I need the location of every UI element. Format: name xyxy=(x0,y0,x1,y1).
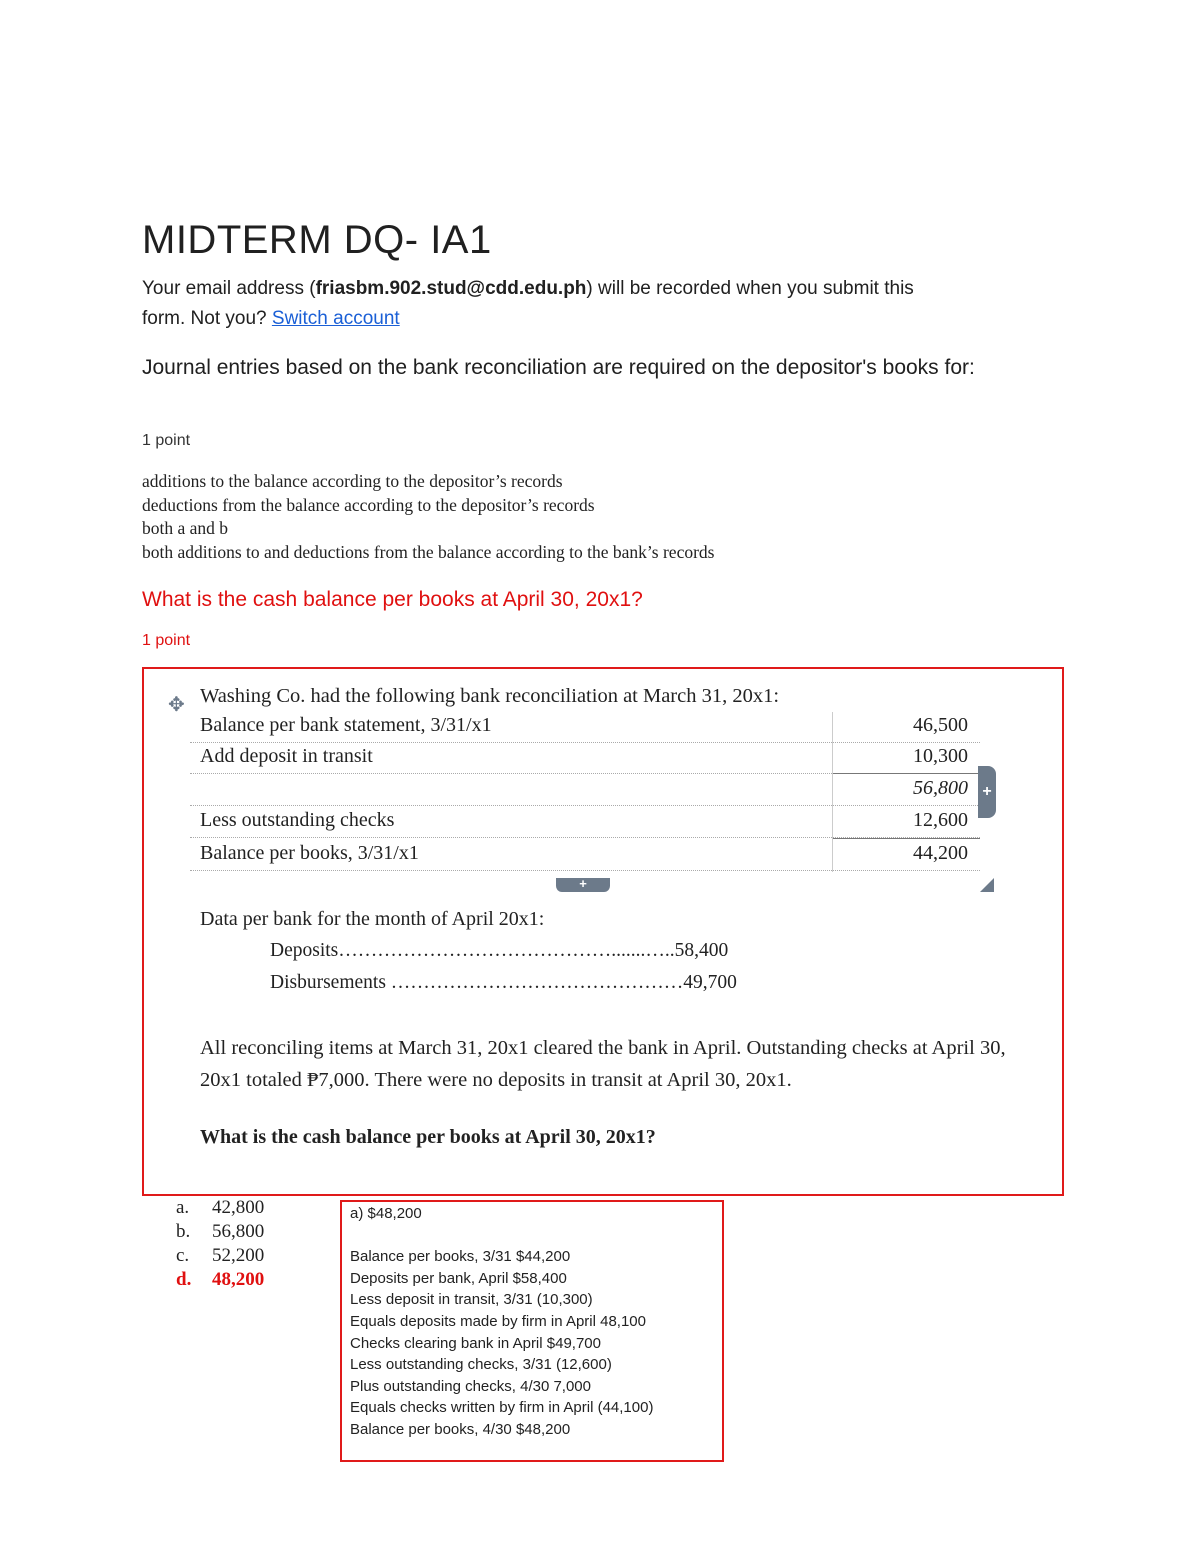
option-d[interactable]: both additions to and deductions from the balance according to the bank’s records xyxy=(142,541,715,562)
row-value: 10,300 xyxy=(913,745,968,767)
sum-rule xyxy=(833,838,980,839)
question2-points: 1 point xyxy=(142,632,191,649)
deposits-label: Deposits xyxy=(270,940,339,961)
solution-line: Equals deposits made by firm in April 48,100 xyxy=(350,1312,646,1330)
row-value: 46,500 xyxy=(913,714,968,736)
table-row xyxy=(190,712,980,743)
choice-value: 52,200 xyxy=(212,1245,265,1266)
choice-letter: d. xyxy=(176,1269,192,1290)
row-value: 44,200 xyxy=(913,842,968,864)
table-row xyxy=(190,840,980,871)
solution-line: Equals checks written by firm in April (44,100) xyxy=(350,1399,654,1417)
solution-line: Balance per books, 4/30 $48,200 xyxy=(350,1420,571,1438)
sum-rule xyxy=(833,773,980,774)
add-column-icon[interactable]: + xyxy=(978,766,996,818)
move-handle-icon: ✥ xyxy=(168,694,185,716)
choice-d[interactable] xyxy=(176,1268,264,1292)
leader-dots: ……………………………………… xyxy=(385,972,684,993)
switch-account-link[interactable]: Switch account xyxy=(271,308,400,329)
email-address: friasbm.902.stud@cdd.edu.ph xyxy=(315,278,587,299)
choice-letter: a. xyxy=(176,1197,190,1218)
disbursements-value: 49,700 xyxy=(683,972,737,993)
question1-options xyxy=(142,470,714,564)
deposits-line xyxy=(270,940,728,962)
choice-value: 42,800 xyxy=(212,1197,265,1218)
solution-line: Checks clearing bank in April $49,700 xyxy=(350,1334,601,1352)
option-a[interactable]: additions to the balance according to the depositor’s records xyxy=(142,471,563,491)
resize-icon[interactable] xyxy=(980,878,994,892)
option-b[interactable]: deductions from the balance according to the depositor’s records xyxy=(142,494,595,515)
row-label: Balance per books, 3/31/x1 xyxy=(200,842,419,864)
choice-value: 56,800 xyxy=(212,1221,265,1242)
solution-line: Balance per books, 3/31 $44,200 xyxy=(350,1248,571,1266)
question1-text: Journal entries based on the bank reconciliation are required on the depositor's books for: xyxy=(142,356,975,379)
email-prefix: Your email address ( xyxy=(142,278,316,299)
row-label: Add deposit in transit xyxy=(200,745,373,767)
question2-text: What is the cash balance per books at April 30, 20x1? xyxy=(142,588,643,611)
solution-line: Plus outstanding checks, 4/30 7,000 xyxy=(350,1377,591,1395)
not-you-text: form. Not you? xyxy=(142,308,267,329)
email-notice xyxy=(142,274,1042,334)
choice-c[interactable] xyxy=(176,1244,264,1268)
choice-a[interactable] xyxy=(176,1196,264,1220)
row-value: 56,800 xyxy=(913,777,968,799)
leader-dots: …………………………………….......….. xyxy=(338,940,675,961)
table-row xyxy=(190,807,980,838)
solution-text xyxy=(350,1203,653,1441)
problem-paragraph: All reconciling items at March 31, 20x1 cleared the bank in April. Outstanding checks at April 30, 20x1 totaled ₱7,000. There were no deposits in transit at April 30, 20x1. xyxy=(200,1037,1006,1091)
page-title: MIDTERM DQ- IA1 xyxy=(142,218,492,262)
solution-answer: a) $48,200 xyxy=(350,1205,422,1222)
choice-b[interactable] xyxy=(176,1220,264,1244)
deposits-value: 58,400 xyxy=(674,940,729,961)
solution-line: Less deposit in transit, 3/31 (10,300) xyxy=(350,1291,593,1309)
option-c[interactable]: both a and b xyxy=(142,518,229,538)
row-label: Balance per bank statement, 3/31/x1 xyxy=(200,714,492,736)
question1-points: 1 point xyxy=(142,432,191,449)
data-heading: Data per bank for the month of April 20x1: xyxy=(200,908,545,930)
problem-intro: Washing Co. had the following bank reconciliation at March 31, 20x1: xyxy=(200,685,780,707)
choice-letter: b. xyxy=(176,1221,191,1242)
disbursements-label: Disbursements xyxy=(270,972,386,993)
problem-question: What is the cash balance per books at April 30, 20x1? xyxy=(200,1126,656,1148)
solution-line: Deposits per bank, April $58,400 xyxy=(350,1269,567,1287)
add-row-icon[interactable]: + xyxy=(556,878,610,892)
table-row xyxy=(190,775,980,806)
disbursements-line xyxy=(270,972,737,994)
solution-line: Less outstanding checks, 3/31 (12,600) xyxy=(350,1356,612,1374)
choice-value: 48,200 xyxy=(212,1269,265,1290)
choice-letter: c. xyxy=(176,1245,190,1266)
row-value: 12,600 xyxy=(913,809,968,831)
table-row xyxy=(190,743,980,774)
question2-choices xyxy=(176,1196,264,1292)
row-label: Less outstanding checks xyxy=(200,809,395,831)
reconciliation-table xyxy=(190,712,980,874)
email-suffix: ) will be recorded when you submit this xyxy=(586,278,914,299)
